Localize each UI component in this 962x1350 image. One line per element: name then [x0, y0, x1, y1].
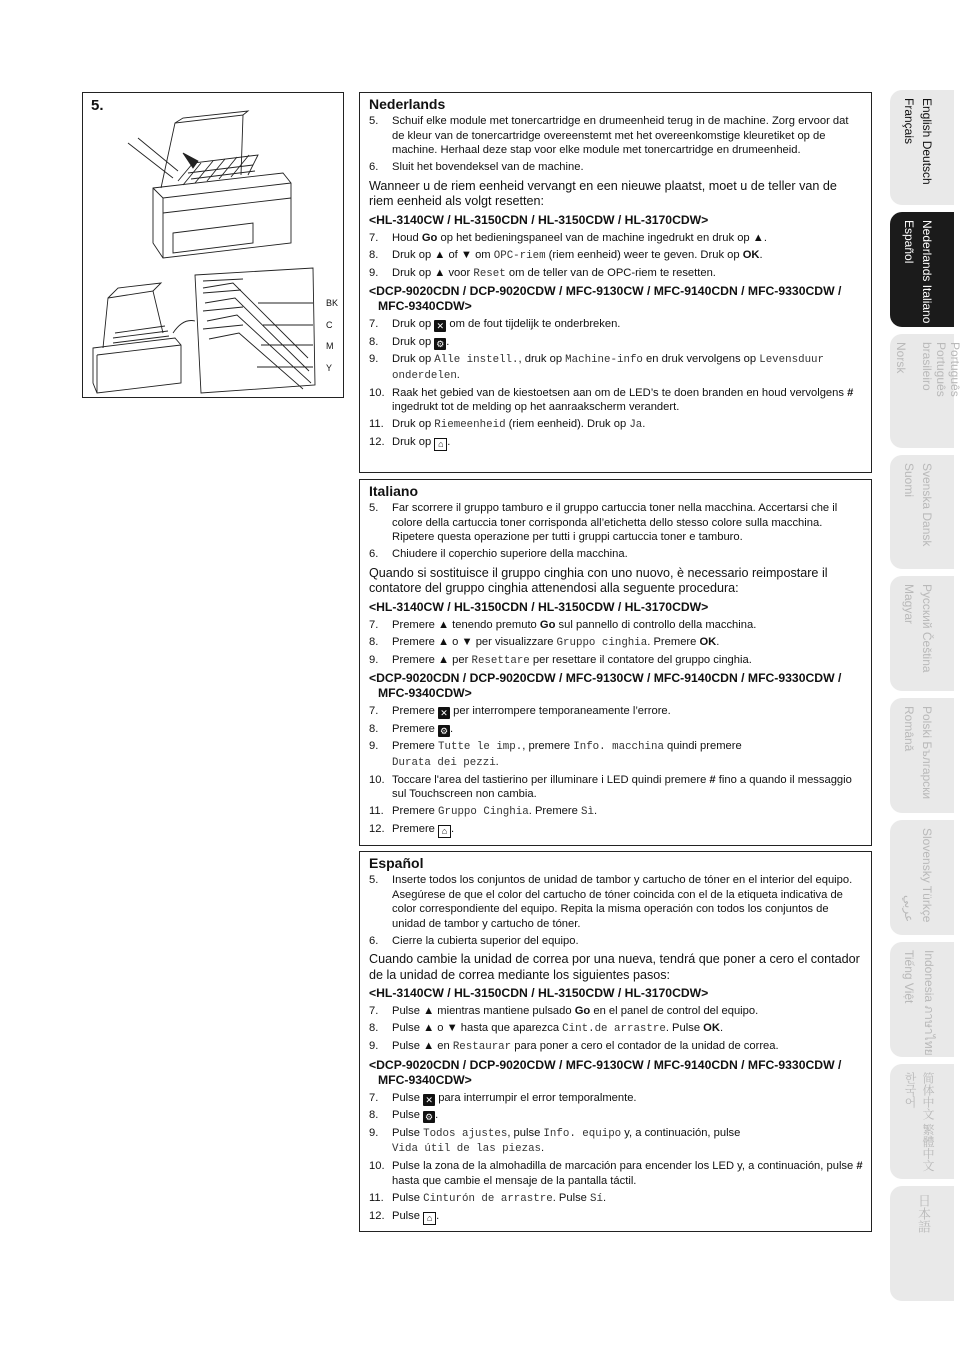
tab-label: Română [902, 706, 916, 752]
tab-label: Suomi [902, 463, 916, 498]
list-item: 6. Chiudere il coperchio superiore della macchina. [369, 548, 628, 560]
list-item: 9. Pulse ▲ en Restaurar para poner a cero el contador de la unidad de correa. [369, 1040, 779, 1053]
tab-label: Русский Čeština [920, 584, 934, 673]
home-icon: ⌂ [438, 825, 451, 838]
list-item: 8. Druk op ⚙ . [369, 335, 450, 349]
tab-label: 한국어 [903, 1072, 917, 1108]
model-heading: <HL-3140CW / HL-3150CDN / HL-3150CDW / HL-3170CDW> [369, 599, 709, 614]
tab-label: English Deutsch [920, 98, 934, 185]
list-item: 8. Pulse ▲ o ▼ hasta que aparezca Cint.de arrastre. Pulse OK. [369, 1022, 724, 1035]
tab-label: Polski Български [920, 706, 934, 800]
tab-japanese[interactable] [890, 1186, 954, 1301]
list-item: 10. Toccare l'area del tastierino per illuminare i LED quindi premere # fino a quando il messaggio sul Touchscreen non cambia. [369, 773, 852, 800]
tab-label: Tiếng Việt [902, 950, 916, 1004]
section-title: Nederlands [369, 96, 446, 112]
settings-icon: ⚙ [425, 1112, 434, 1122]
list-item: 5. Schuif elke module met tonercartridge en drumeenheid terug in de machine. Zorg ervoor dat de kleur van de tonercartridge overeenstemt met het overeenkomstige kleuretiket op de machine. Herhaal deze stap voor elke module met tonercartridge en drumeenheid. [369, 115, 849, 156]
list-item: 6. Sluit het bovendeksel van de machine. [369, 161, 584, 173]
tab-chinese-korean[interactable] [890, 1064, 954, 1179]
list-item: 12. Premere ⌂ . [369, 823, 455, 836]
list-item: 8. Druk op ▲ of ▼ om OPC-riem (riem eenheid) weer te geven. Druk op OK. [369, 248, 763, 262]
section-nederlands [359, 92, 872, 473]
tab-label: Português Português brasileiro [920, 342, 962, 397]
tab-slovensky-turkce[interactable] [890, 820, 954, 935]
model-heading: <HL-3140CW / HL-3150CDN / HL-3150CDW / HL-3170CDW> [369, 986, 709, 1000]
stop-x-icon: ✕ [438, 707, 450, 719]
step-number: 5. [91, 97, 104, 114]
list-item: 9. Pulse Todos ajustes, pulse Info. equipo y, a continuación, pulse Vida útil de las piezas. [369, 1126, 741, 1155]
tab-label: Slovensky Türkçe [920, 828, 934, 923]
list-item: 8. Premere ⚙ . [369, 722, 454, 736]
tab-label: 日本語 [916, 1194, 931, 1233]
list-item: 7. Pulse ✕ para interrumpir el error temporalmente. [369, 1091, 637, 1105]
tab-english-deutsch[interactable] [890, 90, 954, 205]
model-heading: <DCP-9020CDN / DCP-9020CDW / MFC-9130CW / MFC-9140CDN / MFC-9330CDW / MFC-9340CDW> [369, 284, 842, 313]
color-label-c: C [326, 320, 333, 330]
list-item: 6. Cierre la cubierta superior del equipo. [369, 934, 579, 947]
section-title: Español [369, 855, 424, 871]
color-label-m: M [326, 341, 334, 351]
list-item: 11. Pulse Cinturón de arrastre. Pulse Sí. [369, 1191, 607, 1205]
tab-label: Magyar [902, 584, 916, 625]
list-item: 10. Pulse la zona de la almohadilla de marcación para encender los LED y, a continuación, pulse # hasta que cambie el mensaje de la pantalla táctil. [369, 1160, 863, 1187]
model-heading: <DCP-9020CDN / DCP-9020CDW / MFC-9130CW / MFC-9140CDN / MFC-9330CDW / MFC-9340CDW> [369, 671, 842, 700]
list-item: 9. Premere ▲ per Resettare per resettare il contatore del gruppo cinghia. [369, 653, 752, 667]
stop-x-icon: ✕ [423, 1094, 435, 1106]
section-espanol [359, 851, 872, 1232]
tab-portugues[interactable] [890, 334, 962, 448]
tab-label: Español [902, 220, 916, 264]
tab-label: Svenska Dansk [920, 463, 934, 547]
list-item: 5. Inserte todos los conjuntos de unidad de tambor y cartucho de tóner en el interior del equipo. Asegúrese de que el color del cartucho de tóner coincida con el de la etiqueta indicativa de color correspondiente del equipo. Repita la misma operación con todos los conjuntos de unidad de tambor y cartucho de tóner. [369, 874, 853, 930]
list-item: 7. Premere ✕ per interrompere temporaneamente l’errore. [369, 705, 671, 718]
list-item: 8. Pulse ⚙ . [369, 1109, 439, 1122]
home-icon: ⌂ [434, 438, 447, 451]
intro-paragraph: Cuando cambie la unidad de correa por una nueva, tendrá que poner a cero el contador de la unidad de correa mediante los siguientes pasos: [369, 952, 860, 982]
home-icon: ⌂ [423, 1212, 436, 1225]
list-item: 7. Houd Go op het bedieningspaneel van de machine ingedrukt en druk op ▲. [369, 231, 767, 244]
tab-label: Français [902, 98, 916, 145]
list-item: 11. Premere Gruppo Cinghia. Premere Sì. [369, 805, 598, 818]
tab-label: Norsk [894, 342, 908, 374]
list-item: 8. Premere ▲ o ▼ per visualizzare Gruppo cinghia. Premere OK. [369, 635, 720, 649]
color-label-y: Y [326, 363, 333, 373]
model-heading: <HL-3140CW / HL-3150CDN / HL-3150CDW / HL-3170CDW> [369, 212, 709, 227]
tab-svenska-dansk[interactable] [890, 455, 954, 569]
list-item: 5. Far scorrere il gruppo tamburo e il gruppo cartuccia toner nella macchina. Accertarsi che il colore della cartuccia toner corrisponda all’etichetta dello stesso colore sulla macchina. Ripetere questa operazione per tutti i gruppi cartuccia toner e tamburo. [369, 502, 838, 543]
list-item: 10. Raak het gebied van de kiestoetsen aan om de LED’s te doen branden en houd vervolgens # ingedrukt tot de melding op het aanraakscherm verandert. [369, 386, 854, 413]
list-item: 11. Druk op Riemeenheid (riem eenheid). Druk op Ja. [369, 418, 646, 431]
list-item: 12. Pulse ⌂ . [369, 1209, 440, 1223]
tab-nederlands-italiano[interactable] [890, 212, 954, 327]
settings-icon: ⚙ [439, 725, 449, 736]
list-item: 9. Druk op ▲ voor Reset om de teller van de OPC-riem te resetten. [369, 266, 716, 280]
stop-x-icon: ✕ [434, 320, 446, 332]
list-item: 7. Premere ▲ tenendo premuto Go sul pannello di controllo della macchina. [369, 618, 757, 631]
tab-label: 简体中文 繁體中文 [921, 1072, 935, 1172]
intro-paragraph: Wanneer u de riem eenheid vervangt en een nieuwe plaatst, moet u de teller van de riem eenheid als volgt resetten: [369, 178, 837, 208]
tab-label: Indonesia ภาษาไทย [922, 950, 936, 1056]
tab-label: Nederlands Italiano [920, 220, 934, 324]
color-label-bk: BK [326, 298, 339, 308]
illustration-box [82, 92, 344, 398]
tab-label: عربي [902, 895, 916, 923]
section-title: Italiano [369, 483, 419, 499]
section-italiano [359, 479, 872, 846]
tab-indonesia-thai[interactable] [890, 942, 954, 1057]
list-item: 12. Druk op ⌂ . [369, 436, 451, 449]
list-item: 7. Druk op ✕ om de fout tijdelijk te onderbreken. [369, 318, 621, 331]
tab-russkiy-cestina[interactable] [890, 576, 954, 691]
model-heading: <DCP-9020CDN / DCP-9020CDW / MFC-9130CW / MFC-9140CDN / MFC-9330CDW / MFC-9340CDW> [369, 1057, 842, 1087]
printer-illustration [83, 93, 345, 399]
settings-icon: ⚙ [436, 338, 445, 349]
list-item: 9. Premere Tutte le imp., premere Info. macchina quindi premere Durata dei pezzi. [369, 740, 742, 769]
tab-polski-bulgarski[interactable] [890, 698, 954, 813]
list-item: 9. Druk op Alle instell., druk op Machine-info en druk vervolgens op Levensduur onderdelen. [369, 353, 825, 382]
list-item: 7. Pulse ▲ mientras mantiene pulsado Go en el panel de control del equipo. [369, 1005, 759, 1017]
intro-paragraph: Quando si sostituisce il gruppo cinghia con uno nuovo, è necessario reimpostare il contatore del gruppo cinghia attenendosi alla seguente procedura: [369, 565, 828, 595]
